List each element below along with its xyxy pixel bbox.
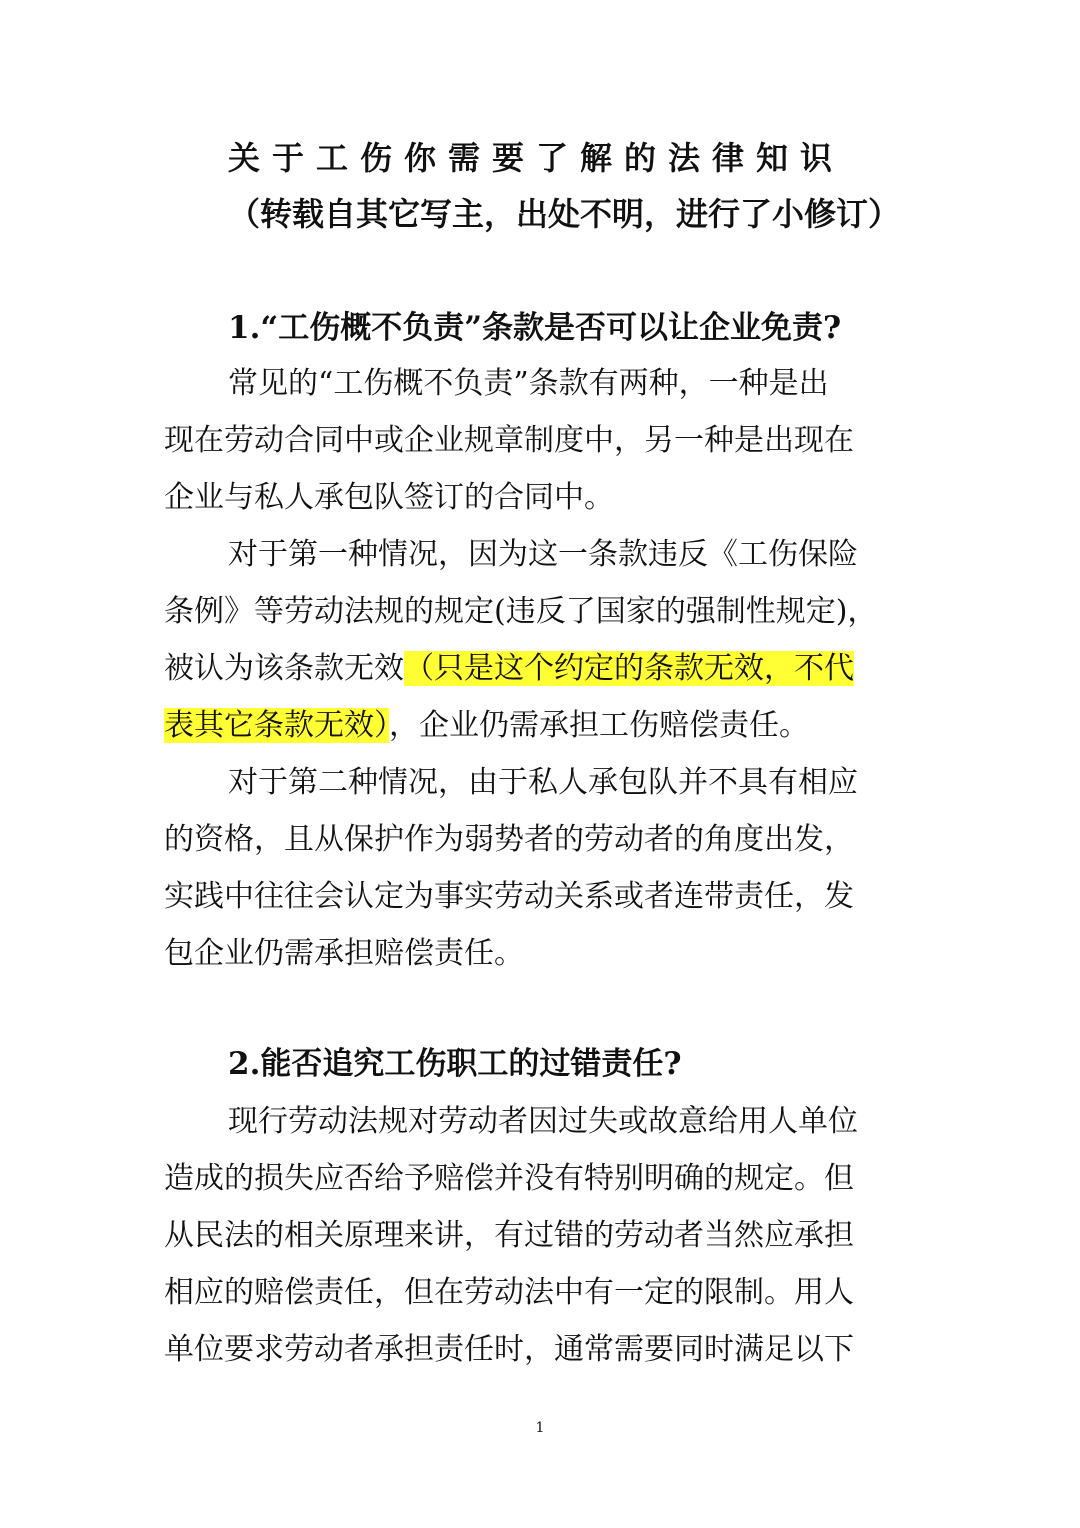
document-title: 关于工伤你需要了解的法律知识: [228, 139, 845, 177]
paragraph-line: [164, 649, 854, 689]
paragraph-line: 现在劳动合同中或企业规章制度中，另一种是出现在: [164, 423, 854, 458]
paragraph-line: [164, 706, 809, 746]
paragraph-line: 造成的损失应否给予赔偿并没有特别明确的规定。但: [164, 1161, 854, 1196]
paragraph-line: 企业与私人承包队签订的合同中。: [164, 480, 614, 515]
paragraph-line: 对于第一种情况，因为这一条款违反《工伤保险: [228, 537, 858, 572]
document-subtitle: （转载自其它写主，出处不明，进行了小修订）: [228, 195, 901, 233]
paragraph-line: 实践中往往会认定为事实劳动关系或者连带责任，发: [164, 879, 854, 914]
paragraph-line: 的资格，且从保护作为弱势者的劳动者的角度出发，: [164, 822, 854, 857]
plain-text: ，企业仍需承担工伤赔偿责任。: [389, 708, 809, 743]
paragraph-line: 常见的“工伤概不负责”条款有两种，一种是出: [228, 366, 829, 401]
paragraph-line: 从民法的相关原理来讲，有过错的劳动者当然应承担: [164, 1218, 854, 1253]
highlighted-text: （只是这个约定的条款无效，不代: [404, 651, 854, 686]
paragraph-line: 对于第二种情况，由于私人承包队并不具有相应: [228, 765, 858, 800]
plain-text: 被认为该条款无效: [164, 651, 404, 686]
paragraph-line: 现行劳动法规对劳动者因过失或故意给用人单位: [228, 1104, 858, 1139]
page-number: 1: [535, 1420, 545, 1436]
paragraph-line: 条例》等劳动法规的规定(违反了国家的强制性规定)，: [164, 594, 878, 629]
paragraph-line: 包企业仍需承担赔偿责任。: [164, 936, 524, 971]
paragraph-line: 相应的赔偿责任，但在劳动法中有一定的限制。用人: [164, 1275, 854, 1310]
highlighted-text: 表其它条款无效）: [164, 708, 389, 743]
paragraph-line: 单位要求劳动者承担责任时，通常需要同时满足以下: [164, 1332, 854, 1367]
section-2-heading: 2.能否追究工伤职工的过错责任?: [228, 1046, 682, 1082]
section-1-heading: 1.“工伤概不负责”条款是否可以让企业免责?: [228, 310, 842, 346]
